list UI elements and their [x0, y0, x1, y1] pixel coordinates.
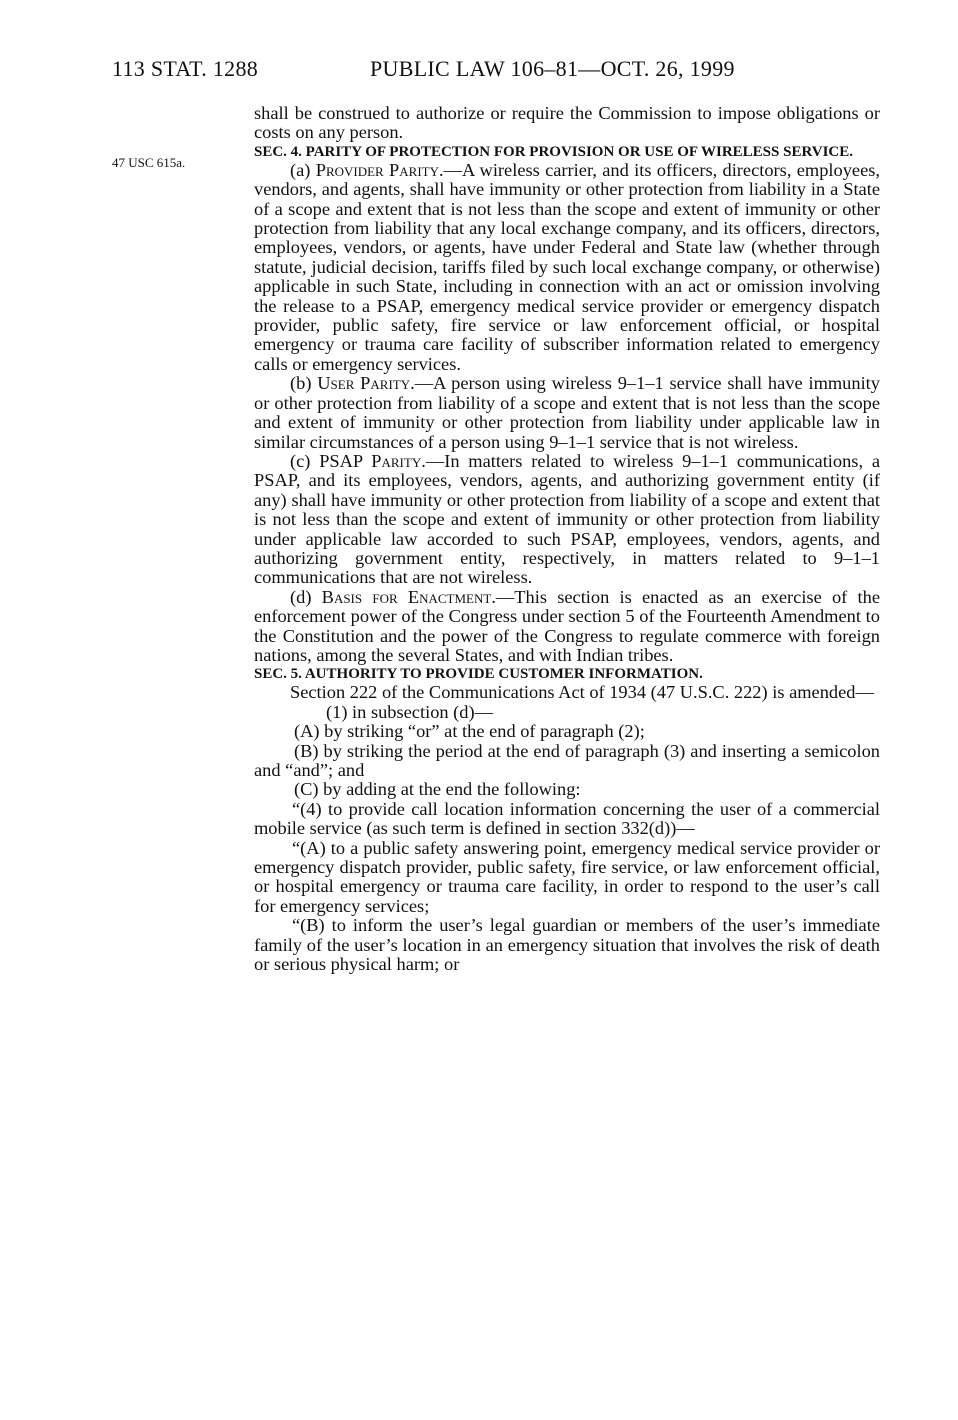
subsection-d-title: Basis for Enactment — [321, 586, 492, 607]
document-body — [254, 104, 880, 974]
subsection-b-text: .—A person using wireless 9–1–1 service shall have immunity or other protection from liability of a scope and extent that is not less than the scope and extent of immunity or other protection from liability under applicable law in similar circumstances of a person using 9–1–1 service that is not wireless. — [254, 373, 880, 452]
item-B: (B) by striking the period at the end of paragraph (3) and inserting a semicolon and “and”; and — [254, 740, 880, 780]
subsection-a-label: (a) — [290, 159, 316, 180]
item-A: (A) by striking “or” at the end of paragraph (2); — [294, 721, 645, 742]
subsection-a — [254, 161, 880, 374]
subsection-d-label: (d) — [290, 586, 322, 607]
subsection-c-text: .—In matters related to wireless 9–1–1 communications, a PSAP, and its employees, vendors, agents, and authorizing government entity (if any) shall have immunity or other protection from liability of a scope and extent that is not less than the scope and extent of immunity or other protection from liability under applicable law accorded to such PSAP, employees, vendors, agents, and authorizing government entity, respectively, in matters related to 9–1–1 communications that are not wireless. — [254, 450, 881, 588]
section-4-heading: SEC. 4. PARITY OF PROTECTION FOR PROVISION OR USE OF WIRELESS SERVICE. — [254, 143, 854, 160]
item-1: (1) in subsection (d)— — [326, 701, 494, 722]
subsection-d-text: .—This section is enacted as an exercise of the enforcement power of the Congress under section 5 of the Fourteenth Amendment to the Constitution and the power of the Congress to regulate commerce with foreign nations, among the several States, and with Indian tribes. — [254, 586, 880, 665]
intro-text: shall be construed to authorize or require the Commission to impose obligations or costs on any person. — [254, 103, 880, 143]
subsection-c-title: Parity — [371, 450, 422, 471]
subsection-b-title: User Parity — [317, 373, 411, 394]
subsection-a-text: .—A wireless carrier, and its officers, directors, employees, vendors, and agents, shall have immunity or other protection from liability in a State of a scope and extent that is not less than the scope and extent of immunity or other protection from liability that any local exchange company, and its officers, directors, employees, vendors, or agents, have under Federal and State law (whether through statute, judicial decision, tariffs filed by such local exchange company, or otherwise) applicable in such State, including in connection with an act or omission involving the release to a PSAP, emergency medical service provider or emergency dispatch provider, public safety, fire service or law enforcement official, or hospital emergency or trauma care facility of subscriber information related to emergency calls or emergency services. — [254, 159, 880, 374]
item-C: (C) by adding at the end the following: — [294, 779, 581, 800]
subsection-a-title: Provider Parity — [315, 159, 439, 180]
subsection-d — [254, 588, 880, 666]
margin-citation: 47 USC 615a. — [112, 155, 186, 170]
quoted-subparagraph-B: “(B) to inform the user’s legal guardian or members of the user’s immediate family of the user’s location in an emergency situation that involves the risk of death or serious physical harm; or — [254, 915, 880, 975]
subsection-c-label: (c) PSAP — [290, 450, 372, 471]
page-header — [112, 56, 872, 86]
subsection-b-label: (b) — [290, 373, 318, 394]
quoted-paragraph-4: “(4) to provide call location information concerning the user of a commercial mobile service (as such term is defined in section 332(d))— — [254, 798, 880, 839]
subsection-c — [254, 452, 880, 588]
subsection-b — [254, 374, 880, 452]
section-5-heading: SEC. 5. AUTHORITY TO PROVIDE CUSTOMER INFORMATION. — [254, 666, 703, 683]
quoted-subparagraph-A: “(A) to a public safety answering point, emergency medical service provider or emergency dispatch provider, public safety, fire service, or law enforcement official, or hospital emergency or trauma care facility, in order to respond to the user’s call for emergency services; — [254, 837, 880, 916]
section-5-intro: Section 222 of the Communications Act of 1934 (47 U.S.C. 222) is amended— — [290, 682, 874, 703]
public-law-title: PUBLIC LAW 106–81—OCT. 26, 1999 — [370, 56, 735, 81]
statute-citation: 113 STAT. 1288 — [112, 56, 259, 81]
